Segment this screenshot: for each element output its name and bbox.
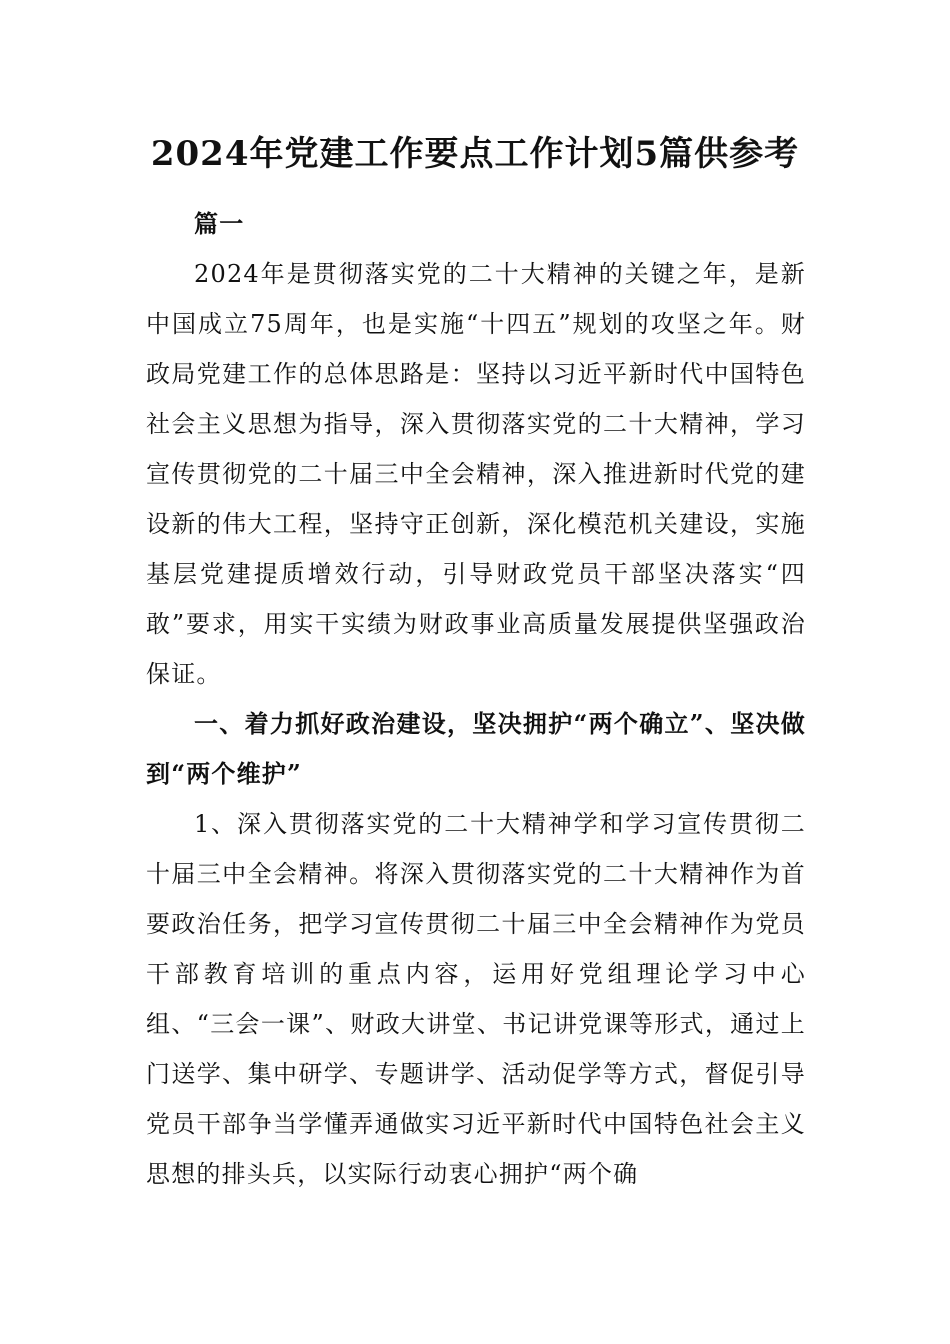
chapter-label: 篇一 bbox=[194, 209, 245, 238]
page-title: 2024年党建工作要点工作计划5篇供参考 bbox=[150, 134, 800, 174]
document-body bbox=[146, 199, 806, 1199]
intro-paragraph: 2024年是贯彻落实党的二十大精神的关键之年，是新中国成立75周年，也是实施“十四五”规划的攻坚之年。财政局党建工作的总体思路是：坚持以习近平新时代中国特色社会主义思想为指导，深入贯彻落实党的二十大精神，学习宣传贯彻党的二十届三中全会精神，深入推进新时代党的建设新的伟大工程，坚持守正创新，深化模范机关建设，实施基层党建提质增效行动，引导财政党员干部坚决落实“四敢”要求，用实干实绩为财政事业高质量发展提供坚强政治保证。 bbox=[146, 260, 806, 688]
section-heading: 一、着力抓好政治建设，坚决拥护“两个确立”、坚决做到“两个维护” bbox=[146, 709, 806, 788]
section-paragraph: 1、深入贯彻落实党的二十大精神学和学习宣传贯彻二十届三中全会精神。将深入贯彻落实党的二十大精神作为首要政治任务，把学习宣传贯彻二十届三中全会精神作为党员干部教育培训的重点内容，运用好党组理论学习中心组、“三会一课”、财政大讲堂、书记讲党课等形式，通过上门送学、集中研学、专题讲学、活动促学等方式，督促引导党员干部争当学懂弄通做实习近平新时代中国特色社会主义思想的排头兵，以实际行动衷心拥护“两个确 bbox=[146, 810, 806, 1188]
